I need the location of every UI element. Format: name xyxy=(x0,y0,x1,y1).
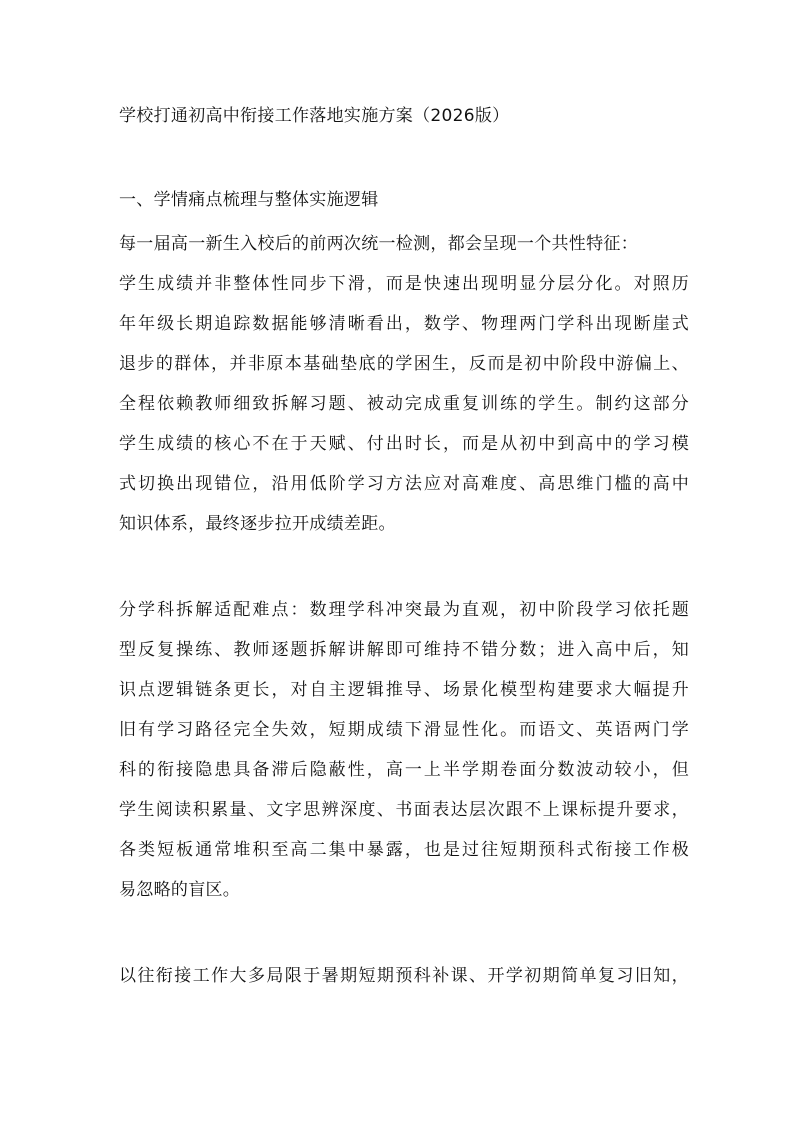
paragraph-line: 学生成绩的核心不在于天赋、付出时长，而是从初中到高中的学习模 xyxy=(119,434,689,454)
paragraph-line: 年年级长期追踪数据能够清晰看出，数学、物理两门学科出现断崖式 xyxy=(119,314,689,334)
paragraph-line: 式切换出现错位，沿用低阶学习方法应对高难度、高思维门槛的高中 xyxy=(119,474,689,494)
paragraph-line: 知识体系，最终逐步拉开成绩差距。 xyxy=(119,514,396,534)
section-heading: 一、学情痛点梳理与整体实施逻辑 xyxy=(119,190,379,210)
paragraph-line: 学生成绩并非整体性同步下滑，而是快速出现明显分层分化。对照历 xyxy=(119,274,689,294)
paragraph-line: 易忽略的盲区。 xyxy=(119,880,241,900)
paragraph-line: 旧有学习路径完全失效，短期成绩下滑显性化。而语文、英语两门学 xyxy=(119,720,689,740)
paragraph-line: 各类短板通常堆积至高二集中暴露，也是过往短期预科式衔接工作极 xyxy=(119,840,689,860)
paragraph-line: 以往衔接工作大多局限于暑期短期预科补课、开学初期简单复习旧知， xyxy=(119,966,689,986)
paragraph-line: 每一届高一新生入校后的前两次统一检测，都会呈现一个共性特征： xyxy=(119,234,638,254)
paragraph-line: 分学科拆解适配难点：数理学科冲突最为直观，初中阶段学习依托题 xyxy=(119,600,689,620)
paragraph-line: 识点逻辑链条更长，对自主逻辑推导、场景化模型构建要求大幅提升 xyxy=(119,680,689,700)
paragraph-line: 全程依赖教师细致拆解习题、被动完成重复训练的学生。制约这部分 xyxy=(119,394,689,414)
document-title: 学校打通初高中衔接工作落地实施方案（2026版） xyxy=(119,106,510,126)
paragraph-line: 科的衔接隐患具备滞后隐蔽性，高一上半学期卷面分数波动较小，但 xyxy=(119,760,689,780)
paragraph-line: 学生阅读积累量、文字思辨深度、书面表达层次跟不上课标提升要求， xyxy=(119,800,689,820)
paragraph-line: 退步的群体，并非原本基础垫底的学困生，反而是初中阶段中游偏上、 xyxy=(119,354,689,374)
paragraph-line: 型反复操练、教师逐题拆解讲解即可维持不错分数；进入高中后，知 xyxy=(119,640,689,660)
